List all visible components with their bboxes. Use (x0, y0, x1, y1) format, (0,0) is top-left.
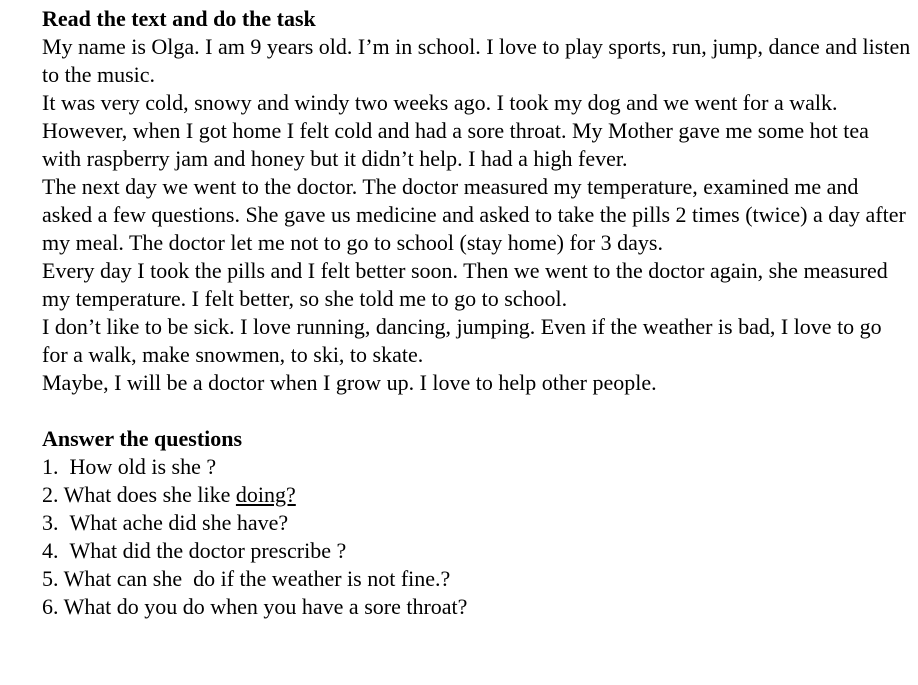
question-item (42, 565, 912, 593)
question-text: What ache did she have? (69, 510, 289, 535)
document (42, 5, 912, 621)
paragraph-future: Maybe, I will be a doctor when I grow up. I love to help other people. (42, 370, 657, 395)
question-item (42, 593, 912, 621)
question-list (42, 453, 912, 621)
question-item (42, 509, 912, 537)
question-text: What do you do when you have a sore throat? (63, 594, 468, 619)
question-number: 4. (42, 538, 59, 563)
question-number: 2. (42, 482, 59, 507)
question-item (42, 537, 912, 565)
question-number: 6. (42, 594, 59, 619)
task-heading: Read the text and do the task (42, 6, 316, 31)
question-number: 5. (42, 566, 59, 591)
paragraph-hobbies: I don’t like to be sick. I love running, dancing, jumping. Even if the weather is bad, I love to go for a walk, make snowmen, to ski, to skate. (42, 314, 882, 367)
reading-text (42, 33, 912, 397)
question-text: What did the doctor prescribe ? (69, 538, 347, 563)
questions-heading: Answer the questions (42, 426, 243, 451)
question-number: 1. (42, 454, 59, 479)
paragraph-intro: My name is Olga. I am 9 years old. I’m in school. I love to play sports, run, jump, dance and listen to the music. (42, 34, 911, 87)
question-item (42, 453, 912, 481)
paragraph-walk: It was very cold, snowy and windy two weeks ago. I took my dog and we went for a walk. However, when I got home I felt cold and had a sore throat. My Mother gave me some hot tea with raspberry jam and honey but it didn’t help. I had a high fever. (42, 90, 869, 171)
spacer (42, 397, 912, 425)
question-text: What does she like (63, 482, 236, 507)
question-item (42, 481, 912, 509)
question-text: How old is she ? (69, 454, 217, 479)
question-number: 3. (42, 510, 59, 535)
paragraph-recovery: Every day I took the pills and I felt better soon. Then we went to the doctor again, she measured my temperature. I felt better, so she told me to go to school. (42, 258, 888, 311)
question-underlined-word: doing? (235, 482, 296, 507)
question-text: What can she do if the weather is not fine.? (63, 566, 451, 591)
paragraph-doctor-visit: The next day we went to the doctor. The doctor measured my temperature, examined me and asked a few questions. She gave us medicine and asked to take the pills 2 times (twice) a day after my meal. The doctor let me not to go to school (stay home) for 3 days. (42, 174, 906, 255)
